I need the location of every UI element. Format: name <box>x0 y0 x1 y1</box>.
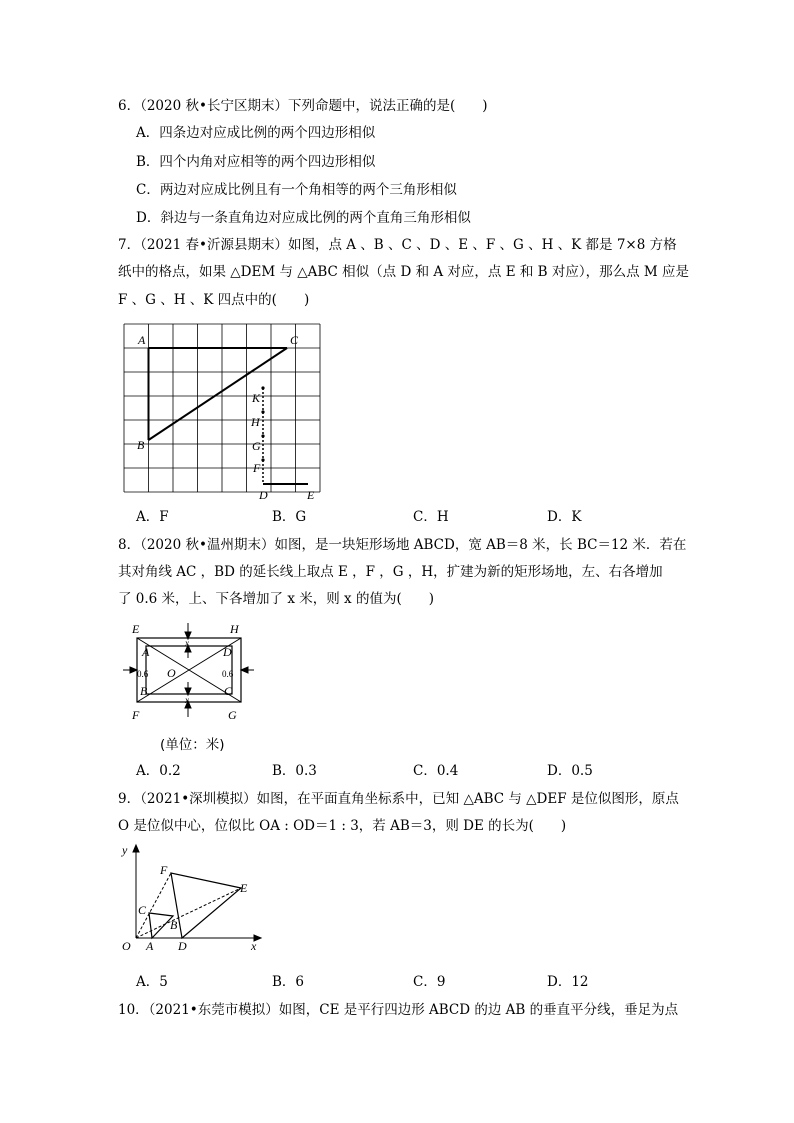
label-d: D <box>178 939 187 953</box>
q9-coordinate-figure <box>116 840 266 955</box>
q6-option-b: B．四个内角对应相等的两个四边形相似 <box>136 154 376 170</box>
label-f: F <box>160 863 168 877</box>
q8-stem-line2: 其对角线 AC ，BD 的延长线上取点 E ，F ，G ，H，扩建为新的矩形场地，左、右各增加 <box>118 564 663 580</box>
label-right-margin: 0.6 <box>222 669 234 679</box>
q6-stem: 6．（2020 秋•长宁区期末）下列命题中，说法正确的是( ) <box>118 98 488 114</box>
q7-stem-line3: F 、G 、H 、K 四点中的( ) <box>118 292 310 308</box>
label-x: x <box>251 939 257 953</box>
q10-stem-line1: 10．（2021•东莞市模拟）如图，CE 是平行四边形 ABCD 的边 AB 的垂直平分线，垂足为点 <box>118 1002 679 1018</box>
q7-option-a: A．F <box>136 509 169 525</box>
label-g: G <box>252 439 261 453</box>
q7-option-c: C．H <box>413 509 449 525</box>
label-x-bottom: x <box>185 695 189 705</box>
q8-rectangle-figure <box>118 618 268 723</box>
label-h: H <box>230 622 239 636</box>
label-a: A <box>138 333 146 347</box>
label-c: C <box>290 333 299 347</box>
label-d: D <box>223 645 232 659</box>
q8-stem-line1: 8．（2020 秋•温州期末）如图，是一块矩形场地 ABCD，宽 AB＝8 米，长 BC＝12 米．若在 <box>118 537 687 553</box>
label-b: B <box>170 918 178 932</box>
label-a: A <box>142 645 150 659</box>
triangle-def <box>171 873 241 938</box>
q8-option-b: B．0.3 <box>272 763 317 779</box>
triangle-abc <box>149 348 288 440</box>
label-e: E <box>307 488 315 502</box>
q7-grid-figure <box>110 318 330 503</box>
label-left-margin: 0.6 <box>137 669 149 679</box>
label-g: G <box>228 708 237 722</box>
q9-option-a: A．5 <box>136 974 168 990</box>
q6-option-d: D．斜边与一条直角边对应成比例的两个直角三角形相似 <box>136 210 471 226</box>
q8-option-a: A．0.2 <box>136 763 181 779</box>
q9-stem-line2: O 是位似中心，位似比 OA : OD＝1 : 3，若 AB＝3，则 DE 的长为( ) <box>118 818 567 834</box>
label-c: C <box>138 903 147 917</box>
label-f: F <box>132 708 140 722</box>
label-e: E <box>132 622 140 636</box>
label-f: F <box>253 461 261 475</box>
q8-stem-line3: 了 0.6 米，上、下各增加了 x 米，则 x 的值为( ) <box>118 591 434 607</box>
label-k: K <box>252 391 261 405</box>
q8-option-c: C．0.4 <box>413 763 459 779</box>
q9-stem-line1: 9．（2021•深圳模拟）如图，在平面直角坐标系中，已知 △ABC 与 △DEF 是位似图形，原点 <box>118 791 679 807</box>
label-y: y <box>122 843 128 857</box>
label-o: O <box>167 666 176 680</box>
q6-option-c: C．两边对应成比例且有一个角相等的两个三角形相似 <box>136 182 457 198</box>
label-b: B <box>137 438 145 452</box>
label-h: H <box>251 415 260 429</box>
q7-stem-line1: 7．（2021 春•沂源县期末）如图，点 A 、B 、C 、D 、E 、F 、G 、H 、K 都是 7×8 方格 <box>118 237 677 253</box>
label-d: D <box>259 488 268 502</box>
q7-option-d: D．K <box>547 509 582 525</box>
label-o: O <box>122 939 131 953</box>
q8-option-d: D．0.5 <box>547 763 593 779</box>
label-x-top: x <box>185 638 189 648</box>
label-e: E <box>240 881 248 895</box>
label-c: C <box>224 684 233 698</box>
label-b: B <box>140 684 148 698</box>
q9-option-b: B．6 <box>272 974 305 990</box>
q9-option-d: D．12 <box>547 974 589 990</box>
q7-option-b: B．G <box>272 509 307 525</box>
label-a: A <box>146 939 154 953</box>
grid-lines <box>124 324 320 492</box>
q7-stem-line2: 纸中的格点，如果 △DEM 与 △ABC 相似（点 D 和 A 对应，点 E 和 B 对应），那么点 M 应是 <box>118 264 690 280</box>
q6-option-a: A．四条边对应成比例的两个四边形相似 <box>136 125 376 141</box>
q9-option-c: C．9 <box>413 974 446 990</box>
q8-unit-caption: (单位：米) <box>160 737 225 753</box>
